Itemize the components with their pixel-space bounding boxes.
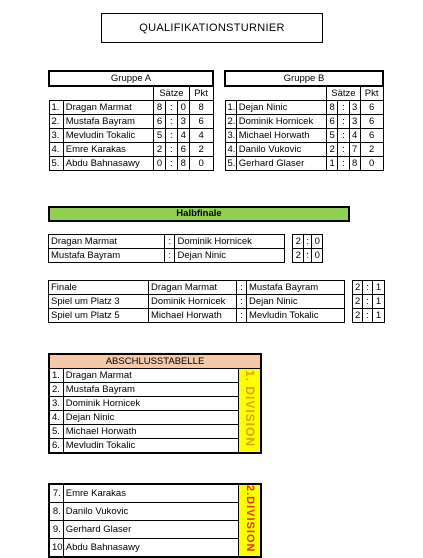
player-name: Emre Karakas bbox=[63, 484, 238, 503]
points: 0 bbox=[189, 157, 213, 171]
points: 6 bbox=[360, 129, 383, 143]
table-row bbox=[49, 397, 261, 411]
player-1: Mustafa Bayram bbox=[49, 249, 165, 263]
sets-won: 1 bbox=[327, 157, 338, 171]
separator: : bbox=[338, 157, 349, 171]
separator: : bbox=[338, 101, 349, 115]
table-row bbox=[49, 115, 213, 129]
player-2: Dejan Ninic bbox=[247, 295, 345, 309]
score-separator: : bbox=[304, 249, 312, 263]
sets-lost: 8 bbox=[349, 157, 360, 171]
table-row bbox=[49, 411, 261, 425]
player-name: Michael Horwath bbox=[236, 129, 326, 143]
sets-won: 5 bbox=[154, 129, 166, 143]
division-2-label: 2.DIVISION bbox=[244, 485, 257, 553]
player-name: Danilo Vukovic bbox=[63, 503, 238, 521]
gruppe-a-header: Gruppe A bbox=[49, 71, 213, 86]
separator: : bbox=[165, 115, 177, 129]
player-name: Dominik Hornicek bbox=[236, 115, 326, 129]
table-row bbox=[49, 235, 323, 249]
table-row bbox=[225, 129, 383, 143]
score-2: 1 bbox=[373, 295, 385, 309]
division-1-label: 1. DIVISION bbox=[243, 369, 258, 448]
player-name: Emre Karakas bbox=[63, 143, 153, 157]
rank: 4. bbox=[49, 411, 63, 425]
points: 6 bbox=[189, 115, 213, 129]
player-name: Mevludin Tokalic bbox=[63, 129, 153, 143]
table-row bbox=[49, 101, 213, 115]
score-1: 2 bbox=[293, 249, 304, 263]
gruppe-b-table bbox=[224, 70, 384, 171]
separator: : bbox=[165, 129, 177, 143]
sets-lost: 6 bbox=[177, 143, 189, 157]
rank: 4. bbox=[225, 143, 236, 157]
rank: 3. bbox=[49, 397, 63, 411]
separator: : bbox=[338, 129, 349, 143]
table-row bbox=[49, 295, 385, 309]
separator: : bbox=[165, 143, 177, 157]
separator: : bbox=[338, 143, 349, 157]
rank: 10. bbox=[49, 539, 63, 558]
sets-lost: 4 bbox=[349, 129, 360, 143]
player-name: Dragan Marmat bbox=[63, 101, 153, 115]
player-name: Mustafa Bayram bbox=[63, 383, 238, 397]
score-2: 0 bbox=[312, 235, 323, 249]
separator: : bbox=[164, 249, 175, 263]
player-1: Dominik Hornicek bbox=[149, 295, 237, 309]
player-name: Mevludin Tokalic bbox=[63, 439, 238, 454]
rank: 9. bbox=[49, 521, 63, 539]
rank: 7. bbox=[49, 484, 63, 503]
score-1: 2 bbox=[353, 281, 363, 295]
rank: 2. bbox=[49, 115, 63, 129]
gruppe-a-table bbox=[48, 70, 214, 171]
separator: : bbox=[237, 281, 247, 295]
table-row bbox=[225, 143, 383, 157]
table-row bbox=[49, 129, 213, 143]
table-row bbox=[49, 425, 261, 439]
score-separator: : bbox=[363, 295, 373, 309]
abschluss-table bbox=[48, 353, 262, 454]
player-2: Dominik Hornicek bbox=[175, 235, 285, 249]
table-row bbox=[49, 143, 213, 157]
table-row bbox=[49, 521, 261, 539]
separator: : bbox=[237, 295, 247, 309]
points: 0 bbox=[360, 157, 383, 171]
abschluss-header: ABSCHLUSSTABELLE bbox=[49, 354, 261, 369]
rank: 6. bbox=[49, 439, 63, 454]
player-2: Mustafa Bayram bbox=[247, 281, 345, 295]
rank: 1. bbox=[225, 101, 236, 115]
points: 2 bbox=[360, 143, 383, 157]
col-pkt: Pkt bbox=[360, 86, 383, 101]
player-name: Abdu Bahnasawy bbox=[63, 157, 153, 171]
page-title: QUALIFIKATIONSTURNIER bbox=[101, 13, 323, 43]
halbfinale-table bbox=[48, 234, 323, 263]
rank: 1. bbox=[49, 101, 63, 115]
player-name: Dragan Marmat bbox=[63, 369, 238, 383]
sets-lost: 4 bbox=[177, 129, 189, 143]
separator: : bbox=[237, 309, 247, 323]
col-pkt: Pkt bbox=[189, 86, 213, 101]
player-name: Dejan Ninic bbox=[63, 411, 238, 425]
player-2: Mevludin Tokalic bbox=[247, 309, 345, 323]
division-1-badge bbox=[239, 369, 261, 454]
table-row bbox=[49, 539, 261, 558]
table-row bbox=[225, 101, 383, 115]
rank: 2. bbox=[225, 115, 236, 129]
rank: 5. bbox=[225, 157, 236, 171]
rank: 4. bbox=[49, 143, 63, 157]
rank: 2. bbox=[49, 383, 63, 397]
score-2: 0 bbox=[312, 249, 323, 263]
sets-lost: 3 bbox=[349, 115, 360, 129]
sets-lost: 0 bbox=[177, 101, 189, 115]
sets-won: 6 bbox=[154, 115, 166, 129]
player-name: Dominik Hornicek bbox=[63, 397, 238, 411]
score-separator: : bbox=[363, 281, 373, 295]
rank: 5. bbox=[49, 425, 63, 439]
halbfinale-header: Halbfinale bbox=[48, 206, 350, 222]
sets-lost: 3 bbox=[177, 115, 189, 129]
separator: : bbox=[338, 115, 349, 129]
player-1: Dragan Marmat bbox=[149, 281, 237, 295]
points: 6 bbox=[360, 115, 383, 129]
player-name: Danilo Vukovic bbox=[236, 143, 326, 157]
table-row bbox=[49, 281, 385, 295]
points: 4 bbox=[189, 129, 213, 143]
match-label: Spiel um Platz 5 bbox=[49, 309, 149, 323]
match-label: Spiel um Platz 3 bbox=[49, 295, 149, 309]
score-separator: : bbox=[304, 235, 312, 249]
rank: 3. bbox=[225, 129, 236, 143]
score-1: 2 bbox=[353, 295, 363, 309]
table-row bbox=[49, 157, 213, 171]
division-2-table bbox=[48, 483, 262, 558]
sets-lost: 3 bbox=[349, 101, 360, 115]
player-1: Dragan Marmat bbox=[49, 235, 165, 249]
table-row bbox=[49, 309, 385, 323]
score-2: 1 bbox=[373, 309, 385, 323]
sets-won: 8 bbox=[327, 101, 338, 115]
points: 6 bbox=[360, 101, 383, 115]
sets-won: 8 bbox=[154, 101, 166, 115]
sets-lost: 7 bbox=[349, 143, 360, 157]
player-name: Dejan Ninic bbox=[236, 101, 326, 115]
score-separator: : bbox=[363, 309, 373, 323]
rank: 3. bbox=[49, 129, 63, 143]
player-name: Abdu Bahnasawy bbox=[63, 539, 238, 558]
match-label: Finale bbox=[49, 281, 149, 295]
table-row bbox=[49, 369, 261, 383]
rank: 1. bbox=[49, 369, 63, 383]
table-row bbox=[49, 503, 261, 521]
col-saetze: Sätze bbox=[327, 86, 361, 101]
score-1: 2 bbox=[353, 309, 363, 323]
sets-won: 5 bbox=[327, 129, 338, 143]
separator: : bbox=[164, 235, 175, 249]
col-saetze: Sätze bbox=[154, 86, 190, 101]
player-name: Mustafa Bayram bbox=[63, 115, 153, 129]
sets-won: 6 bbox=[327, 115, 338, 129]
finals-table bbox=[48, 280, 385, 323]
division-2-badge bbox=[239, 484, 261, 557]
table-row bbox=[225, 115, 383, 129]
table-row bbox=[49, 439, 261, 454]
table-row bbox=[225, 157, 383, 171]
table-row bbox=[49, 383, 261, 397]
points: 8 bbox=[189, 101, 213, 115]
table-row bbox=[49, 249, 323, 263]
rank: 8. bbox=[49, 503, 63, 521]
table-row bbox=[49, 484, 261, 503]
score-2: 1 bbox=[373, 281, 385, 295]
points: 2 bbox=[189, 143, 213, 157]
sets-won: 2 bbox=[154, 143, 166, 157]
rank: 5. bbox=[49, 157, 63, 171]
sets-won: 2 bbox=[327, 143, 338, 157]
separator: : bbox=[165, 157, 177, 171]
player-name: Michael Horwath bbox=[63, 425, 238, 439]
player-name: Gerhard Glaser bbox=[63, 521, 238, 539]
separator: : bbox=[165, 101, 177, 115]
sets-lost: 8 bbox=[177, 157, 189, 171]
player-2: Dejan Ninic bbox=[175, 249, 285, 263]
score-1: 2 bbox=[293, 235, 304, 249]
gruppe-b-header: Gruppe B bbox=[225, 71, 383, 86]
sets-won: 0 bbox=[154, 157, 166, 171]
player-1: Michael Horwath bbox=[149, 309, 237, 323]
player-name: Gerhard Glaser bbox=[236, 157, 326, 171]
